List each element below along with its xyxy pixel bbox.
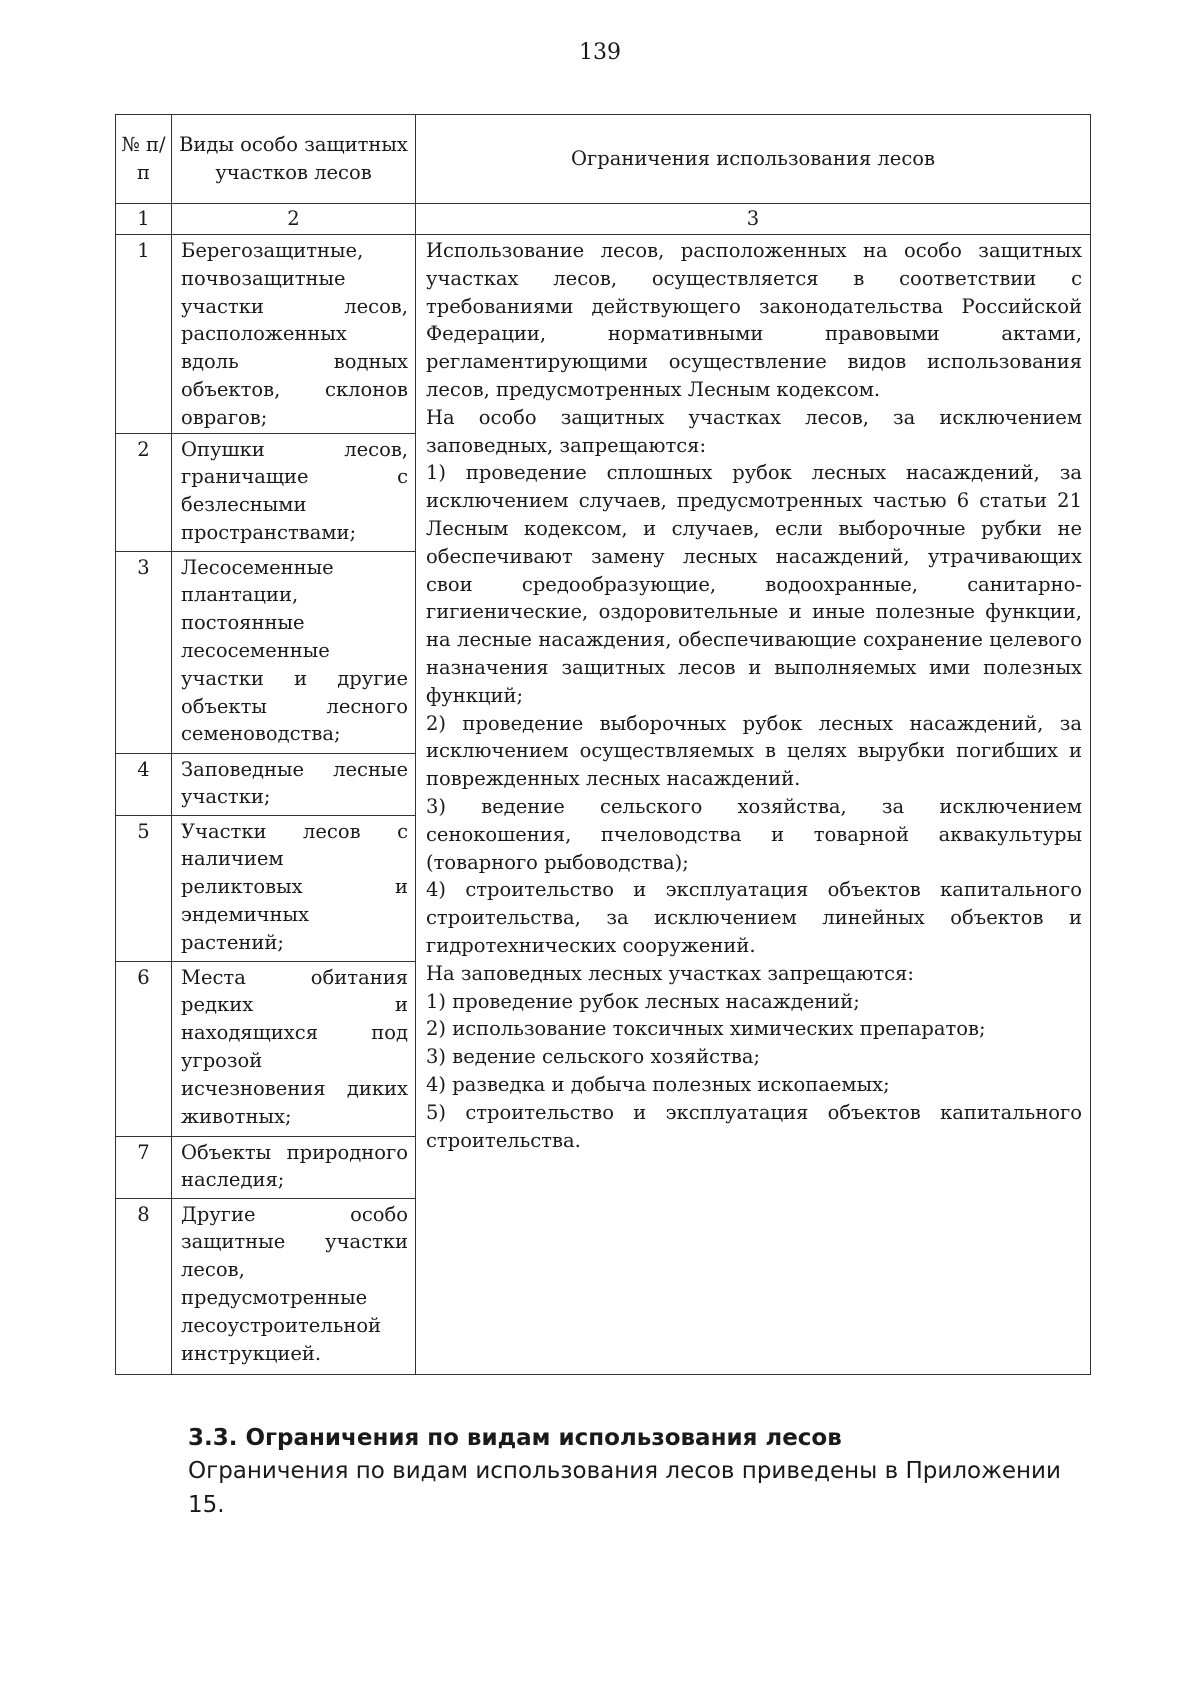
table-row bbox=[116, 235, 1091, 434]
restrictions-paragraph: Использование лесов, расположенных на особо защитных участках лесов, осуществляется в соответствии с требованиями действующего законодательства Российской Федерации, нормативными правовыми актами, регламентирующими осуществление видов использования лесов, предусмотренных Лесным кодексом. bbox=[426, 239, 1082, 401]
row-number bbox=[116, 1198, 172, 1374]
section-3-3 bbox=[188, 1422, 1088, 1522]
restrictions-paragraph: 3) ведение сельского хозяйства; bbox=[426, 1045, 761, 1069]
row-number bbox=[116, 551, 172, 753]
row-type bbox=[172, 961, 416, 1136]
row-type-text: Берегозащитные, почвозащитные участки лесов, расположенных вдоль водных объектов, склонов оврагов; bbox=[181, 239, 408, 429]
column-number: 3 bbox=[416, 204, 1091, 235]
row-type-text: Другие особо защитные участки лесов, предусмотренные лесоустроительной инструкцией. bbox=[181, 1202, 408, 1365]
row-number-text: 3 bbox=[137, 555, 150, 579]
row-number bbox=[116, 961, 172, 1136]
row-type-text: Заповедные лесные участки; bbox=[181, 757, 408, 809]
row-number-text: 8 bbox=[137, 1202, 150, 1226]
section-title: 3.3. Ограничения по видам использования лесов bbox=[188, 1425, 842, 1451]
restrictions-paragraph: 3) ведение сельского хозяйства, за исключением сенокошения, пчеловодства и товарной аквакультуры (товарного рыбоводства); bbox=[426, 794, 1082, 874]
table-header-row bbox=[116, 115, 1091, 204]
restrictions-paragraph: 1) проведение рубок лесных насаждений; bbox=[426, 989, 860, 1013]
row-type-text: Объекты природного наследия; bbox=[181, 1140, 408, 1192]
row-type bbox=[172, 815, 416, 961]
header-num: № п/п bbox=[116, 115, 172, 204]
restrictions-paragraph: 4) строительство и эксплуатация объектов капитального строительства, за исключением линейных объектов и гидротехнических сооружений. bbox=[426, 878, 1082, 957]
column-number: 2 bbox=[172, 204, 416, 235]
row-type-text: Места обитания редких и находящихся под угрозой исчезновения диких животных; bbox=[181, 965, 408, 1128]
header-restrictions: Ограничения использования лесов bbox=[416, 115, 1091, 204]
row-number bbox=[116, 235, 172, 434]
row-type bbox=[172, 235, 416, 434]
restrictions-cell bbox=[416, 235, 1091, 1375]
row-type bbox=[172, 1198, 416, 1374]
row-type bbox=[172, 551, 416, 753]
restrictions-paragraph: 5) строительство и эксплуатация объектов капитального строительства. bbox=[426, 1100, 1082, 1152]
column-number-row bbox=[116, 204, 1091, 235]
row-type bbox=[172, 1136, 416, 1198]
row-number bbox=[116, 433, 172, 551]
restrictions-paragraph: На заповедных лесных участках запрещаются: bbox=[426, 961, 914, 985]
page-number: 139 bbox=[579, 40, 621, 65]
restrictions-paragraph: 2) проведение выборочных рубок лесных насаждений, за исключением осуществляемых в целях вырубки погибших и поврежденных лесных насаждений. bbox=[426, 711, 1082, 791]
restrictions-paragraph: 4) разведка и добыча полезных ископаемых; bbox=[426, 1072, 890, 1096]
restrictions-paragraph: На особо защитных участках лесов, за исключением заповедных, запрещаются: bbox=[426, 405, 1082, 457]
restrictions-paragraph: 1) проведение сплошных рубок лесных насаждений, за исключением случаев, предусмотренных частью 6 статьи 21 Лесным кодексом, и случаев, если выборочные рубки не обеспечивают замену лесных насаждений, утрачивающих свои средообразующие, водоохранные, санитарно-гигиенические, оздоровительные и иные полезные функции, на лесные насаждения, обеспечивающие сохранение целевого назначения защитных лесов и выполняемых ими полезных функций; bbox=[426, 461, 1082, 707]
row-number-text: 5 bbox=[137, 819, 150, 843]
row-number-text: 4 bbox=[137, 757, 150, 781]
row-number bbox=[116, 753, 172, 815]
row-type-text: Участки лесов с наличием реликтовых и эндемичных растений; bbox=[181, 819, 408, 954]
section-text: Ограничения по видам использования лесов приведены в Приложении 15. bbox=[188, 1458, 1061, 1518]
row-type bbox=[172, 433, 416, 551]
row-number-text: 1 bbox=[137, 239, 150, 262]
header-type: Виды особо защитных участков лесов bbox=[172, 115, 416, 204]
row-type-text: Опушки лесов, граничащие с безлесными пространствами; bbox=[181, 437, 408, 544]
column-number: 1 bbox=[116, 204, 172, 235]
row-number-text: 6 bbox=[137, 965, 150, 989]
row-type bbox=[172, 753, 416, 815]
row-number bbox=[116, 1136, 172, 1198]
row-number bbox=[116, 815, 172, 961]
row-type-text: Лесосеменные плантации, постоянные лесосеменные участки и другие объекты лесного семеноводства; bbox=[181, 555, 408, 746]
row-number-text: 2 bbox=[137, 437, 150, 461]
restrictions-paragraph: 2) использование токсичных химических препаратов; bbox=[426, 1017, 986, 1041]
restrictions-table bbox=[115, 114, 1091, 1375]
row-number-text: 7 bbox=[137, 1140, 150, 1164]
